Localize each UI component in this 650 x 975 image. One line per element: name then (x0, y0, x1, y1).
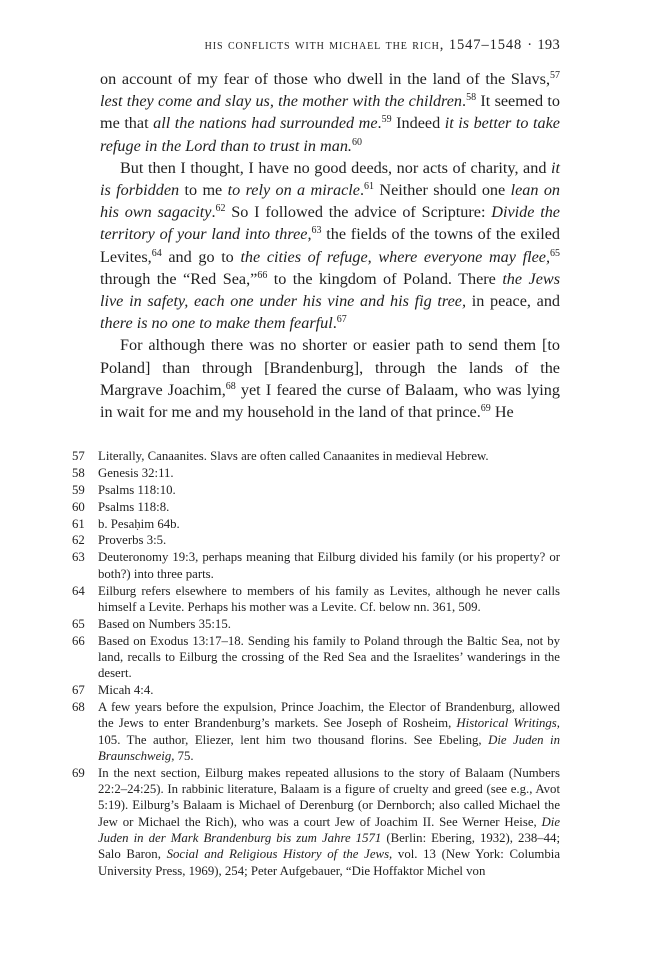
header-separator: · (527, 37, 533, 53)
text-run: vol. 13 (New York: Columbia University Press, 1969), 254; Peter Aufgebauer, “Die Hoffaktor Michel von (98, 847, 560, 878)
scripture-quote: it is forbidden (100, 158, 560, 200)
footnote-number: 61 (72, 516, 85, 531)
text-run: A few years before the expulsion, Prince Joachim, the Elector of Brandenburg, allowed the Jews to enter Brandenburg’s markets. See Joseph of Rosheim, (98, 699, 560, 731)
footnote-ref-57[interactable]: 57 (550, 70, 560, 81)
text-run: So I followed the advice of Scripture: (225, 203, 492, 222)
text-run: He (490, 403, 514, 422)
footnote-ref-59[interactable]: 59 (381, 114, 392, 126)
text-run: Indeed (391, 114, 445, 133)
footnote-number: 60 (72, 499, 85, 514)
footnote-number: 62 (72, 533, 85, 548)
footnote-57 (72, 448, 560, 464)
footnote-number: 58 (72, 465, 85, 480)
text-run: 105. The author, Eliezer, lent him two thousand florins. See Ebeling, (98, 732, 489, 747)
footnote-text: Micah 4:4. (98, 683, 154, 698)
text-run: . (377, 114, 382, 133)
footnote-64 (72, 583, 560, 616)
text-run: to me (179, 181, 228, 200)
text-run: and go to (161, 247, 241, 266)
scripture-quote: it is better to take refuge in the Lord than to trust in man. (100, 114, 560, 155)
text-run: But then I thought, I have no good deeds, nor acts of charity, and (120, 158, 551, 177)
paragraph-2 (100, 157, 560, 335)
book-title: Die Juden in der Mark Brandenburg bis zum Jahre 1571 (98, 814, 560, 845)
paragraph-3 (100, 334, 560, 423)
footnotes (72, 448, 560, 879)
text-run: . (359, 181, 365, 200)
footnote-ref-67[interactable]: 67 (336, 314, 347, 326)
footnote-63 (72, 549, 560, 582)
footnote-text: Literally, Canaanites. Slavs are often called Canaanites in medieval Hebrew. (98, 449, 489, 463)
scripture-quote: lest they come and slay us, the mother with the children (100, 92, 463, 111)
footnote-number: 65 (72, 616, 85, 631)
footnote-number: 68 (72, 699, 85, 714)
scripture-quote: the Jews live in safety, each one under his vine and his fig tree, (100, 269, 560, 311)
footnote-text: Psalms 118:8. (98, 499, 170, 514)
footnote-number: 63 (72, 550, 85, 565)
footnote-number: 59 (72, 482, 85, 497)
text-run: Neither should one (374, 181, 511, 200)
text-run: For although there was no shorter or easier path to send them [to Poland] than through [Brandenburg], through the lands of the Margrave Joachim, (100, 336, 560, 399)
scripture-quote: to rely on a miracle (227, 181, 360, 200)
text-run: It seemed to me that (100, 92, 560, 133)
text-run: in peace, and (466, 292, 561, 311)
footnote-ref-58[interactable]: 58 (466, 92, 477, 104)
footnote-ref-63[interactable]: 63 (311, 225, 322, 237)
footnote-62 (72, 532, 560, 548)
footnote-68 (72, 699, 560, 764)
paragraph-1 (100, 68, 560, 157)
scripture-quote: lean on his own sagacity (100, 181, 561, 222)
footnote-65 (72, 616, 560, 632)
footnote-67 (72, 682, 560, 698)
footnote-number: 67 (72, 683, 85, 698)
page-number: 193 (537, 37, 560, 53)
footnote-text (98, 699, 560, 764)
footnote-number: 69 (72, 765, 85, 780)
footnote-ref-65[interactable]: 65 (550, 247, 561, 259)
book-title: Die Juden in Braunschweig, (98, 732, 560, 763)
text-run: through the “Red Sea,” (100, 269, 258, 288)
scripture-quote: the cities of refuge, where everyone may flee, (240, 247, 551, 266)
scripture-quote: there is no one to make them fearful (100, 314, 333, 333)
footnote-61 (72, 516, 560, 532)
footnote-text: Deuteronomy 19:3, perhaps meaning that Eilburg divided his family (or his property? or both?) into three parts. (98, 550, 560, 581)
footnote-text: Eilburg refers elsewhere to members of his family as Levites, although he never calls himself a Levite. Perhaps his mother was a Levite. Cf. below nn. 361, 509. (98, 583, 560, 614)
footnote-text: Psalms 118:10. (98, 482, 176, 497)
footnote-ref-60[interactable]: 60 (351, 136, 362, 148)
footnote-text: Based on Numbers 35:15. (98, 616, 231, 631)
text-run: the fields of the towns of the exiled Levites, (100, 225, 560, 266)
footnote-ref-62[interactable]: 62 (215, 203, 226, 215)
footnote-ref-69[interactable]: 69 (480, 403, 491, 415)
footnote-number: 64 (72, 583, 85, 598)
text-run: (Berlin: Ebering, 1932), 238–44; Salo Baron, (98, 830, 560, 862)
main-text (100, 68, 560, 423)
footnote-text (98, 765, 560, 879)
footnote-69 (72, 765, 560, 879)
footnote-ref-64[interactable]: 64 (151, 247, 162, 259)
footnote-59 (72, 482, 560, 498)
text-run: to the kingdom of Poland. There (267, 269, 503, 288)
footnote-66 (72, 633, 560, 682)
text-run: on account of my fear of those who dwell in the land of the Slavs, (100, 70, 550, 88)
scripture-quote: all the nations had surrounded me (153, 114, 378, 133)
running-header (100, 37, 560, 54)
footnote-text: b. Pesaḥim 64b. (98, 516, 180, 531)
footnote-text: Genesis 32:11. (98, 465, 174, 480)
text-run: . (332, 314, 337, 333)
footnote-text: Based on Exodus 13:17–18. Sending his family to Poland through the Baltic Sea, not by land, recalls to Eilburg the crossing of the Red Sea and the Israelites’ wanderings in the desert. (98, 633, 560, 681)
text-run: In the next section, Eilburg makes repeated allusions to the story of Balaam (Numbers 22:2–24:25). In rabbinic literature, Balaam is a figure of cruelty and greed (see e.g., Avot 5:19). Eilburg’s Balaam is Michael of Derenburg (or Dernborch; also called Michael the Jew or Michael the Rich), who was a court Jew of Joachim II. See Werner Heise, (98, 765, 560, 829)
text-run: . (462, 92, 467, 111)
footnote-ref-61[interactable]: 61 (364, 181, 375, 193)
footnote-number: 66 (72, 633, 85, 648)
footnote-60 (72, 499, 560, 515)
footnote-number: 57 (72, 449, 85, 463)
book-title: Social and Religious History of the Jews, (166, 847, 393, 862)
running-title: his conflicts with michael the rich, 1547–1548 (204, 37, 523, 53)
footnote-58 (72, 465, 560, 481)
text-run: yet I feared the curse of Balaam, who was lying in wait for me and my household in the land of that prince. (100, 380, 560, 422)
footnote-text: Proverbs 3:5. (98, 533, 167, 548)
text-run: . (211, 203, 216, 222)
footnote-ref-68[interactable]: 68 (225, 380, 236, 392)
scripture-quote: Divide the territory of your land into three, (100, 203, 560, 244)
text-run: 75. (174, 748, 194, 763)
book-title: Historical Writings, (456, 716, 560, 731)
footnote-ref-66[interactable]: 66 (257, 269, 268, 281)
